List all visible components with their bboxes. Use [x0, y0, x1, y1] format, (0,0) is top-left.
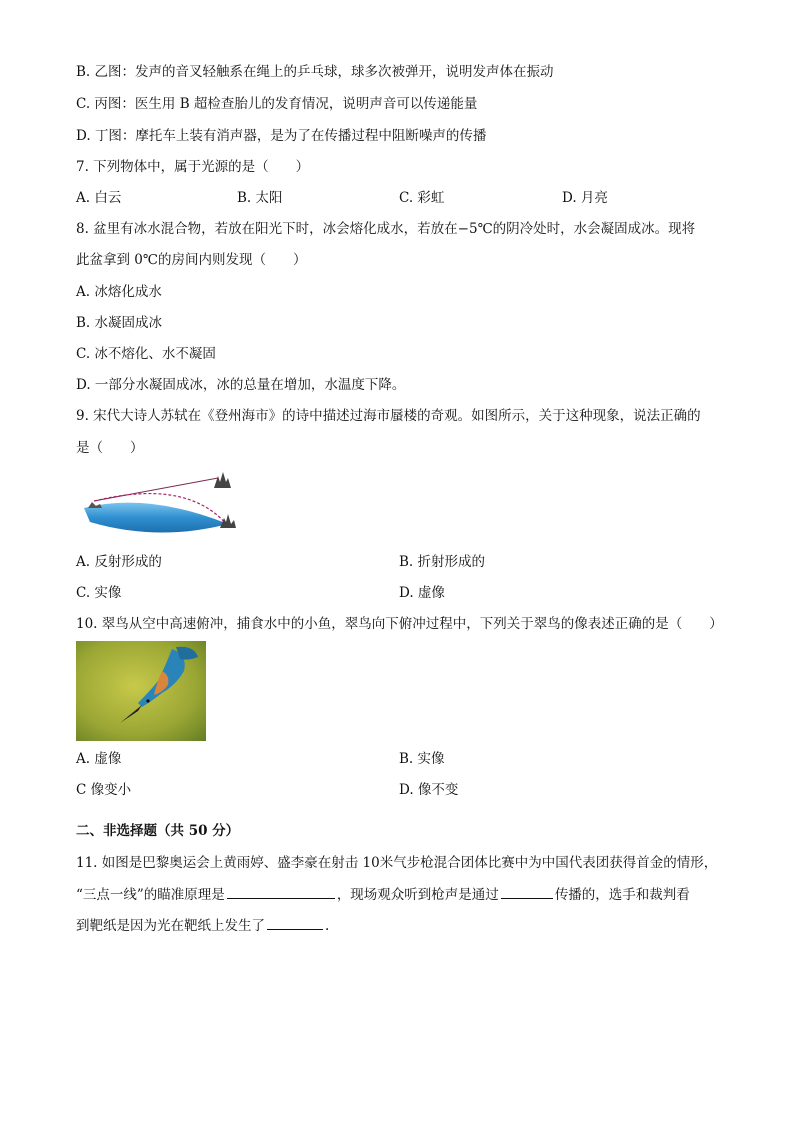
q7-option-c: C. 彩虹 — [399, 190, 445, 206]
option-6d: D. 丁图：摩托车上装有消声器，是为了在传播过程中阻断噪声的传播 — [76, 128, 487, 144]
question-8-stem-1: 8. 盆里有冰水混合物，若放在阳光下时，冰会熔化成水，若放在−5℃的阴冷处时，水会凝固成冰。现将 — [76, 221, 696, 237]
question-9-stem-2: 是（ ） — [76, 440, 144, 456]
question-9-stem-1: 9. 宋代大诗人苏轼在《登州海市》的诗中描述过海市蜃楼的奇观。如图所示，关于这种现象，说法正确的 — [76, 408, 701, 424]
question-11-line-3 — [76, 915, 329, 936]
q7-option-d: D. 月亮 — [562, 190, 608, 206]
q11-text-2a: “三点一线”的瞄准原理是 — [76, 887, 225, 903]
q10-option-a: A. 虚像 — [76, 751, 122, 767]
q8-option-c: C. 冰不熔化、水不凝固 — [76, 346, 216, 362]
answer-blank-2[interactable] — [501, 884, 553, 899]
question-10-stem: 10. 翠鸟从空中高速俯冲，捕食水中的小鱼，翠鸟向下俯冲过程中，下列关于翠鸟的像表述正确的是（ ） — [76, 616, 723, 632]
q9-option-d: D. 虚像 — [399, 585, 445, 601]
question-7-stem: 7. 下列物体中，属于光源的是（ ） — [76, 159, 310, 175]
mirage-figure — [78, 468, 238, 536]
question-8-stem-2: 此盆拿到 0℃的房间内则发现（ ） — [76, 252, 307, 268]
option-6c: C. 丙图：医生用 B 超检查胎儿的发育情况，说明声音可以传递能量 — [76, 96, 478, 112]
sight-line — [94, 478, 218, 501]
mirage-image — [214, 472, 231, 488]
q10-option-c: C 像变小 — [76, 782, 132, 798]
observer-shore — [88, 502, 102, 508]
q8-option-a: A. 冰熔化成水 — [76, 284, 162, 300]
question-11-line-1: 11. 如图是巴黎奥运会上黄雨婷、盛李豪在射击 10米气步枪混合团体比赛中为中国代表团获得首金的情形， — [76, 855, 718, 871]
question-11-line-2 — [76, 884, 690, 905]
real-building — [220, 514, 236, 528]
q9-option-c: C. 实像 — [76, 585, 122, 601]
q10-option-b: B. 实像 — [399, 751, 445, 767]
q7-option-a: A. 白云 — [76, 190, 122, 206]
q9-option-a: A. 反射形成的 — [76, 554, 162, 570]
section-2-title: 二、非选择题（共 50 分） — [76, 823, 240, 839]
q11-text-3b: . — [325, 918, 330, 934]
option-6b: B. 乙图：发声的音叉轻触系在绳上的乒乓球，球多次被弹开，说明发声体在振动 — [76, 64, 554, 80]
q7-option-b: B. 太阳 — [237, 190, 283, 206]
q11-text-3a: 到靶纸是因为光在靶纸上发生了 — [76, 918, 265, 934]
q8-option-d: D. 一部分水凝固成冰，冰的总量在增加，水温度下降。 — [76, 377, 406, 393]
q11-text-2c: 传播的，选手和裁判看 — [554, 887, 690, 903]
answer-blank-1[interactable] — [227, 884, 335, 899]
q9-option-b: B. 折射形成的 — [399, 554, 486, 570]
answer-blank-3[interactable] — [267, 915, 323, 930]
q11-text-2b: ，现场观众听到枪声是通过 — [336, 887, 499, 903]
q8-option-b: B. 水凝固成冰 — [76, 315, 163, 331]
kingfisher-photo — [76, 641, 206, 741]
q10-option-d: D. 像不变 — [399, 782, 459, 798]
